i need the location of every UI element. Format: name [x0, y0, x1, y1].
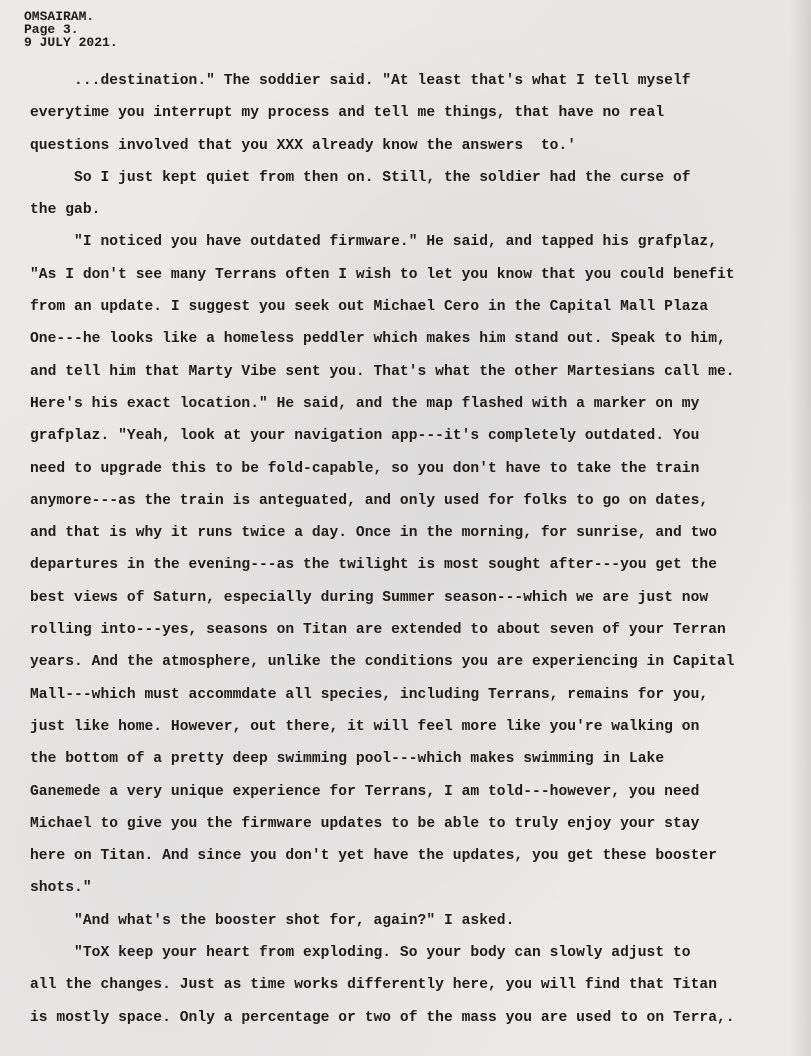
text-line: need to upgrade this to be fold-capable, so you don't have to take the train — [30, 460, 700, 477]
typed-body — [30, 65, 805, 1034]
text-line: One---he looks like a homeless peddler which makes him stand out. Speak to him, — [30, 331, 726, 348]
text-line: departures in the evening---as the twilight is most sought after---you get the — [30, 557, 717, 574]
text-line: anymore---as the train is anteguated, and only used for folks to go on dates, — [30, 492, 709, 509]
text-line: and tell him that Marty Vibe sent you. That's what the other Martesians call me. — [30, 363, 735, 380]
text-line: shots." — [30, 880, 92, 897]
text-line: questions involved that you XXX already know the answers to.' — [30, 137, 577, 154]
header-title: OMSAIRAM. — [24, 9, 95, 24]
text-line: Here's his exact location." He said, and the map flashed with a marker on my — [30, 395, 700, 412]
text-line: best views of Saturn, especially during Summer season---which we are just now — [30, 589, 709, 606]
text-line: everytime you interrupt my process and tell me things, that have no real — [30, 105, 665, 122]
text-line: Ganemede a very unique experience for Terrans, I am told---however, you need — [30, 783, 700, 800]
text-line: the gab. — [30, 202, 101, 219]
text-line: is mostly space. Only a percentage or two of the mass you are used to on Terra,. — [30, 1009, 735, 1026]
text-line: years. And the atmosphere, unlike the conditions you are experiencing in Capital — [30, 654, 735, 671]
text-line: and that is why it runs twice a day. Once in the morning, for sunrise, and two — [30, 525, 717, 542]
text-line: just like home. However, out there, it will feel more like you're walking on — [30, 718, 700, 735]
text-line: "ToX keep your heart from exploding. So your body can slowly adjust to — [30, 945, 691, 962]
text-line: grafplaz. "Yeah, look at your navigation app---it's completely outdated. You — [30, 428, 700, 445]
text-line: "I noticed you have outdated firmware." He said, and tapped his grafplaz, — [30, 234, 717, 251]
text-line: Michael to give you the firmware updates to be able to truly enjoy your stay — [30, 815, 700, 832]
text-line: from an update. I suggest you seek out Michael Cero in the Capital Mall Plaza — [30, 299, 709, 316]
header-page-number: Page 3. — [24, 22, 79, 37]
text-line: here on Titan. And since you don't yet have the updates, you get these booster — [30, 848, 717, 865]
text-line: So I just kept quiet from then on. Still, the soldier had the curse of — [30, 169, 691, 186]
page-header — [24, 10, 118, 49]
text-line: the bottom of a pretty deep swimming pool---which makes swimming in Lake — [30, 751, 665, 768]
text-line: all the changes. Just as time works differently here, you will find that Titan — [30, 977, 717, 994]
text-line: ...destination." The soddier said. "At least that's what I tell myself — [30, 73, 691, 89]
text-line: "As I don't see many Terrans often I wish to let you know that you could benefit — [30, 266, 735, 283]
header-date: 9 JULY 2021. — [24, 35, 118, 50]
text-line: "And what's the booster shot for, again?" I asked. — [30, 912, 515, 929]
text-line: rolling into---yes, seasons on Titan are extended to about seven of your Terran — [30, 622, 726, 639]
text-line: Mall---which must accommdate all species, including Terrans, remains for you, — [30, 686, 709, 703]
